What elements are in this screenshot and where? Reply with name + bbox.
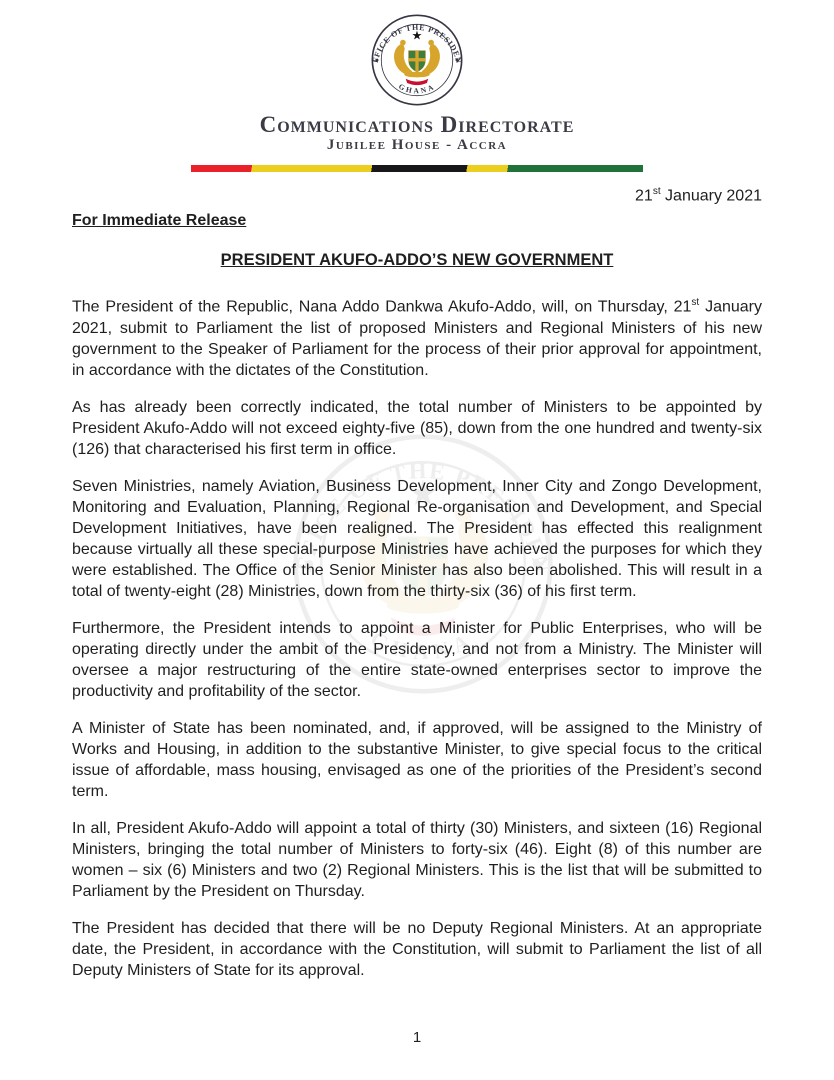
page-number: 1 [412, 1029, 422, 1046]
paragraph-1 [72, 292, 762, 380]
paragraph-3: Seven Ministries, namely Aviation, Business Development, Inner City and Zongo Development, Monitoring and Evaluation, Planning, Regional Re-organisation and Development, and Special Development Initiatives, have been realigned. The President has effected this realignment because virtually all these special-purpose Ministries have achieved the purposes for which they were established. The Office of the Senior Minister has also been abolished. This will result in a total of twenty-eight (28) Ministries, down from the thirty-six (36) of his first term. [72, 477, 762, 600]
presidential-seal-icon [370, 13, 464, 107]
org-address: Jubilee House - Accra [326, 137, 508, 154]
paragraph-1-text: The President of the Republic, Nana Addo Dankwa Akufo-Addo, will, on Thursday, 21 [72, 298, 692, 316]
paragraph-6: In all, President Akufo-Addo will appoint a total of thirty (30) Ministers, and sixteen (16) Regional Ministers, bringing the total number of Ministers to forty-six (46). Eight (8) of this number are women – six (6) Ministers and two (2) Regional Ministers. This is the list that will be submitted to Parliament by the President on Thursday. [72, 819, 762, 900]
document-title: PRESIDENT AKUFO-ADDO’S NEW GOVERNMENT [220, 251, 614, 270]
date-ordinal-suffix: st [652, 186, 661, 197]
paragraph-1-text-cont: January 2021, submit to Parliament the list of proposed Ministers and Regional Ministers of his new government to the Speaker of Parliament for the process of their prior approval for appointment, in accordance with the dictates of the Constitution. [72, 298, 762, 379]
paragraph-1-ordinal: st [691, 297, 700, 309]
paragraph-7: The President has decided that there will be no Deputy Regional Ministers. At an appropriate date, the President, in accordance with the Constitution, will submit to Parliament the list of all Deputy Ministers of State for its approval. [72, 919, 762, 979]
date-month-year: January 2021 [660, 187, 762, 205]
document-body [72, 182, 762, 997]
paragraph-5: A Minister of State has been nominated, and, if approved, will be assigned to the Ministry of Works and Housing, in addition to the substantive Minister, to give special focus to the critical issue of affordable, mass housing, envisaged as one of the priorities of the President’s second term. [72, 719, 762, 800]
release-label: For Immediate Release [72, 212, 247, 230]
paragraph-4: Furthermore, the President intends to appoint a Minister for Public Enterprises, who will be operating directly under the ambit of the Presidency, and not from a Ministry. The Minister will oversee a major restructuring of the entire state-owned enterprises sector to improve the productivity and profitability of the sector. [72, 619, 762, 700]
org-name: Communications Directorate [259, 112, 575, 137]
date-day: 21 [635, 187, 653, 205]
release-date [72, 182, 762, 205]
letterhead [0, 0, 834, 172]
ghana-flag-divider [191, 165, 643, 172]
paragraph-2: As has already been correctly indicated, the total number of Ministers to be appointed by President Akufo-Addo will not exceed eighty-five (85), down from the one hundred and twenty-six (126) that characterised his first term in office. [72, 398, 762, 458]
